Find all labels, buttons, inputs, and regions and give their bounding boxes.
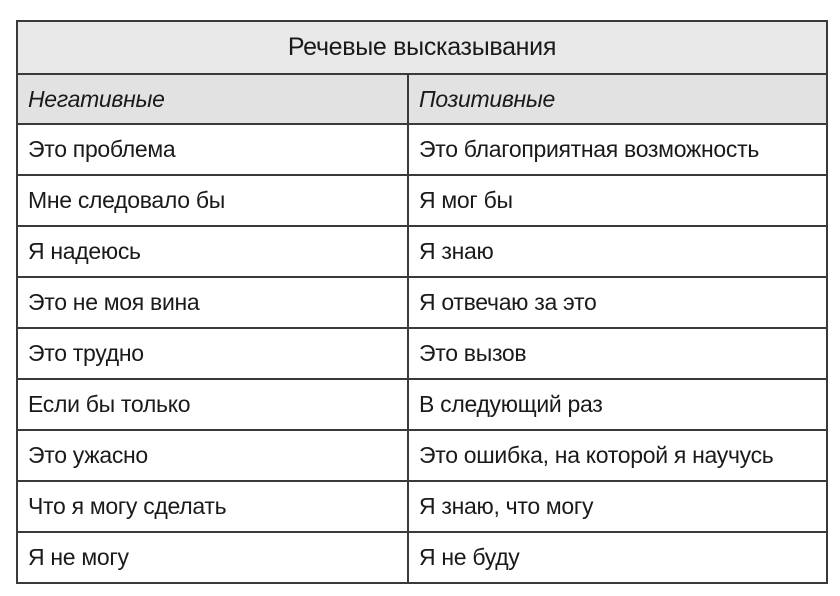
speech-table-container bbox=[16, 20, 826, 584]
column-header-positive: Позитивные bbox=[408, 74, 827, 124]
positive-cell: Это ошибка, на которой я научусь bbox=[408, 430, 827, 481]
positive-cell: Я знаю, что могу bbox=[408, 481, 827, 532]
positive-cell: Я не буду bbox=[408, 532, 827, 583]
positive-cell: В следующий раз bbox=[408, 379, 827, 430]
negative-cell: Мне следовало бы bbox=[17, 175, 408, 226]
table-row bbox=[17, 379, 827, 430]
negative-cell: Это не моя вина bbox=[17, 277, 408, 328]
negative-cell: Я не могу bbox=[17, 532, 408, 583]
positive-cell: Это вызов bbox=[408, 328, 827, 379]
negative-cell: Это ужасно bbox=[17, 430, 408, 481]
table-row bbox=[17, 481, 827, 532]
positive-cell: Я мог бы bbox=[408, 175, 827, 226]
table-row bbox=[17, 124, 827, 175]
speech-statements-table bbox=[16, 20, 828, 584]
positive-cell: Это благоприятная возможность bbox=[408, 124, 827, 175]
column-header-negative: Негативные bbox=[17, 74, 408, 124]
negative-cell: Если бы только bbox=[17, 379, 408, 430]
table-row bbox=[17, 277, 827, 328]
negative-cell: Это трудно bbox=[17, 328, 408, 379]
table-row bbox=[17, 175, 827, 226]
table-title-row bbox=[17, 21, 827, 74]
table-row bbox=[17, 430, 827, 481]
positive-cell: Я отвечаю за это bbox=[408, 277, 827, 328]
negative-cell: Что я могу сделать bbox=[17, 481, 408, 532]
table-header-row bbox=[17, 74, 827, 124]
positive-cell: Я знаю bbox=[408, 226, 827, 277]
negative-cell: Я надеюсь bbox=[17, 226, 408, 277]
table-row bbox=[17, 532, 827, 583]
table-row bbox=[17, 328, 827, 379]
negative-cell: Это проблема bbox=[17, 124, 408, 175]
table-title: Речевые высказывания bbox=[17, 21, 827, 74]
table-row bbox=[17, 226, 827, 277]
